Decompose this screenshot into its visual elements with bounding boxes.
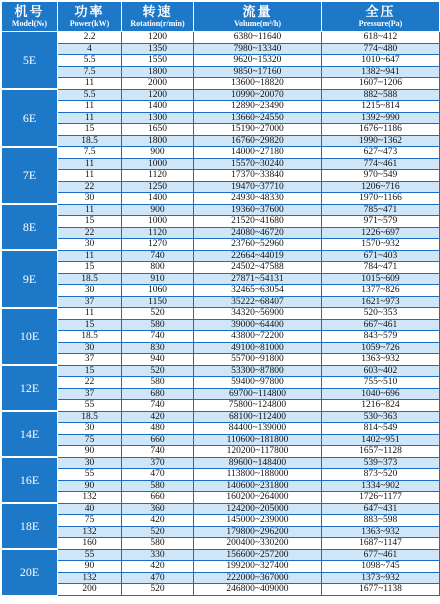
rotation-cell: 580	[122, 480, 194, 492]
rotation-cell: 740	[122, 446, 194, 458]
pressure-cell: 1363~932	[322, 354, 440, 366]
power-cell: 11	[58, 158, 122, 170]
power-cell: 160	[58, 538, 122, 550]
power-cell: 5.5	[58, 89, 122, 101]
power-cell: 37	[58, 296, 122, 308]
rotation-cell: 1400	[122, 193, 194, 205]
rotation-cell: 360	[122, 503, 194, 515]
volume-cell: 200400~330200	[194, 538, 322, 550]
volume-cell: 7980~13340	[194, 43, 322, 55]
power-cell: 11	[58, 78, 122, 90]
table-row	[2, 503, 440, 515]
power-cell: 18.5	[58, 411, 122, 423]
model-cell: 14E	[2, 411, 58, 457]
power-cell: 55	[58, 549, 122, 561]
volume-cell: 84400~139000	[194, 423, 322, 435]
rotation-cell: 1060	[122, 285, 194, 297]
volume-cell: 35222~68407	[194, 296, 322, 308]
table-row	[2, 124, 440, 136]
power-cell: 22	[58, 377, 122, 389]
pressure-cell: 1059~726	[322, 342, 440, 354]
pressure-cell: 1363~932	[322, 526, 440, 538]
volume-cell: 19470~37710	[194, 181, 322, 193]
table-row	[2, 285, 440, 297]
volume-cell: 110600~181800	[194, 434, 322, 446]
power-cell: 90	[58, 480, 122, 492]
table-row	[2, 469, 440, 481]
header-power: 功率 Power(kW)	[58, 2, 122, 32]
rotation-cell: 420	[122, 561, 194, 573]
rotation-cell: 520	[122, 526, 194, 538]
pressure-cell: 1990~1362	[322, 135, 440, 147]
pressure-cell: 873~520	[322, 469, 440, 481]
table-row	[2, 147, 440, 159]
table-row	[2, 262, 440, 274]
pressure-cell: 1040~696	[322, 388, 440, 400]
table-row	[2, 411, 440, 423]
rotation-cell: 370	[122, 457, 194, 469]
rotation-cell: 740	[122, 250, 194, 262]
pressure-cell: 843~579	[322, 331, 440, 343]
table-row	[2, 549, 440, 561]
power-cell: 55	[58, 400, 122, 412]
power-cell: 90	[58, 561, 122, 573]
rotation-cell: 830	[122, 342, 194, 354]
rotation-cell: 470	[122, 572, 194, 584]
rotation-cell: 470	[122, 469, 194, 481]
pressure-cell: 1377~826	[322, 285, 440, 297]
rotation-cell: 1350	[122, 43, 194, 55]
pressure-cell: 774~480	[322, 43, 440, 55]
table-row	[2, 112, 440, 124]
rotation-cell: 660	[122, 434, 194, 446]
power-cell: 7.5	[58, 66, 122, 78]
header-model: 机号 Model(№)	[2, 2, 58, 32]
power-cell: 7.5	[58, 147, 122, 159]
power-cell: 5.5	[58, 55, 122, 67]
rotation-cell: 900	[122, 204, 194, 216]
power-cell: 200	[58, 584, 122, 596]
table-row	[2, 572, 440, 584]
table-row	[2, 101, 440, 113]
rotation-cell: 910	[122, 273, 194, 285]
model-cell: 12E	[2, 365, 58, 411]
volume-cell: 21520~41680	[194, 216, 322, 228]
header-volume: 流量 Volume(m³/h)	[194, 2, 322, 32]
table-row	[2, 492, 440, 504]
rotation-cell: 740	[122, 400, 194, 412]
rotation-cell: 1200	[122, 32, 194, 44]
rotation-cell: 520	[122, 308, 194, 320]
volume-cell: 17370~33840	[194, 170, 322, 182]
table-row	[2, 170, 440, 182]
pressure-cell: 1216~824	[322, 400, 440, 412]
table-row	[2, 584, 440, 596]
volume-cell: 12890~23490	[194, 101, 322, 113]
rotation-cell: 1800	[122, 66, 194, 78]
table-row	[2, 250, 440, 262]
pressure-cell: 1373~932	[322, 572, 440, 584]
table-row	[2, 227, 440, 239]
table-row	[2, 319, 440, 331]
rotation-cell: 1550	[122, 55, 194, 67]
power-cell: 11	[58, 204, 122, 216]
header-pressure: 全压 Pressure(Pa)	[322, 2, 440, 32]
pressure-cell: 1015~609	[322, 273, 440, 285]
pressure-cell: 1098~745	[322, 561, 440, 573]
pressure-cell: 1206~716	[322, 181, 440, 193]
rotation-cell: 2000	[122, 78, 194, 90]
pressure-cell: 1334~902	[322, 480, 440, 492]
volume-cell: 199200~327400	[194, 561, 322, 573]
pressure-cell: 785~471	[322, 204, 440, 216]
power-cell: 37	[58, 388, 122, 400]
pressure-cell: 814~549	[322, 423, 440, 435]
header-row	[2, 2, 440, 32]
volume-cell: 89600~148400	[194, 457, 322, 469]
model-cell: 20E	[2, 549, 58, 595]
fan-spec-table	[1, 1, 440, 596]
power-cell: 11	[58, 170, 122, 182]
rotation-cell: 580	[122, 377, 194, 389]
volume-cell: 113800~188000	[194, 469, 322, 481]
pressure-cell: 1010~647	[322, 55, 440, 67]
power-cell: 15	[58, 216, 122, 228]
pressure-cell: 774~461	[322, 158, 440, 170]
volume-cell: 6380~11640	[194, 32, 322, 44]
rotation-cell: 330	[122, 549, 194, 561]
pressure-cell: 667~461	[322, 319, 440, 331]
table-row	[2, 526, 440, 538]
volume-cell: 23760~52960	[194, 239, 322, 251]
volume-cell: 179800~296200	[194, 526, 322, 538]
power-cell: 40	[58, 503, 122, 515]
table-row	[2, 158, 440, 170]
table-row	[2, 43, 440, 55]
pressure-cell: 1570~932	[322, 239, 440, 251]
volume-cell: 59400~97800	[194, 377, 322, 389]
power-cell: 30	[58, 193, 122, 205]
table-row	[2, 239, 440, 251]
table-row	[2, 66, 440, 78]
pressure-cell: 970~549	[322, 170, 440, 182]
pressure-cell: 1657~1128	[322, 446, 440, 458]
rotation-cell: 800	[122, 262, 194, 274]
volume-cell: 53300~87800	[194, 365, 322, 377]
table-body	[2, 32, 440, 596]
table-row	[2, 388, 440, 400]
rotation-cell: 660	[122, 492, 194, 504]
table-row	[2, 308, 440, 320]
power-cell: 75	[58, 434, 122, 446]
power-cell: 132	[58, 492, 122, 504]
pressure-cell: 1226~697	[322, 227, 440, 239]
rotation-cell: 1000	[122, 158, 194, 170]
table-header	[2, 2, 440, 32]
power-cell: 132	[58, 526, 122, 538]
rotation-cell: 420	[122, 411, 194, 423]
pressure-cell: 627~473	[322, 147, 440, 159]
volume-cell: 15190~27000	[194, 124, 322, 136]
table-row	[2, 457, 440, 469]
volume-cell: 75800~124800	[194, 400, 322, 412]
volume-cell: 13660~24550	[194, 112, 322, 124]
table-row	[2, 296, 440, 308]
volume-cell: 160200~264000	[194, 492, 322, 504]
volume-cell: 156600~257200	[194, 549, 322, 561]
power-cell: 11	[58, 101, 122, 113]
volume-cell: 24502~47588	[194, 262, 322, 274]
power-cell: 15	[58, 319, 122, 331]
volume-cell: 24080~46720	[194, 227, 322, 239]
volume-cell: 13600~18820	[194, 78, 322, 90]
volume-cell: 9850~17160	[194, 66, 322, 78]
pressure-cell: 883~598	[322, 515, 440, 527]
rotation-cell: 580	[122, 538, 194, 550]
pressure-cell: 1676~1186	[322, 124, 440, 136]
power-cell: 2.2	[58, 32, 122, 44]
volume-cell: 55700~91800	[194, 354, 322, 366]
rotation-cell: 1120	[122, 170, 194, 182]
pressure-cell: 784~471	[322, 262, 440, 274]
pressure-cell: 1607~1206	[322, 78, 440, 90]
power-cell: 22	[58, 181, 122, 193]
rotation-cell: 1650	[122, 124, 194, 136]
volume-cell: 124200~205000	[194, 503, 322, 515]
volume-cell: 43800~72200	[194, 331, 322, 343]
pressure-cell: 1726~1177	[322, 492, 440, 504]
power-cell: 11	[58, 308, 122, 320]
table-row	[2, 55, 440, 67]
volume-cell: 140600~231800	[194, 480, 322, 492]
pressure-cell: 1215~814	[322, 101, 440, 113]
power-cell: 90	[58, 446, 122, 458]
power-cell: 30	[58, 342, 122, 354]
rotation-cell: 1270	[122, 239, 194, 251]
table-row	[2, 204, 440, 216]
power-cell: 18.5	[58, 135, 122, 147]
table-row	[2, 446, 440, 458]
volume-cell: 14000~27180	[194, 147, 322, 159]
rotation-cell: 1800	[122, 135, 194, 147]
table-row	[2, 365, 440, 377]
table-row	[2, 181, 440, 193]
model-cell: 16E	[2, 457, 58, 503]
volume-cell: 39000~64400	[194, 319, 322, 331]
table-row	[2, 193, 440, 205]
model-cell: 6E	[2, 89, 58, 147]
model-cell: 10E	[2, 308, 58, 366]
power-cell: 30	[58, 285, 122, 297]
table-row	[2, 78, 440, 90]
power-cell: 15	[58, 124, 122, 136]
pressure-cell: 1677~1138	[322, 584, 440, 596]
pressure-cell: 755~510	[322, 377, 440, 389]
table-row	[2, 423, 440, 435]
power-cell: 22	[58, 227, 122, 239]
pressure-cell: 520~353	[322, 308, 440, 320]
table-row	[2, 434, 440, 446]
rotation-cell: 740	[122, 331, 194, 343]
table-row	[2, 89, 440, 101]
power-cell: 75	[58, 515, 122, 527]
table-row	[2, 354, 440, 366]
pressure-cell: 677~461	[322, 549, 440, 561]
rotation-cell: 480	[122, 423, 194, 435]
rotation-cell: 940	[122, 354, 194, 366]
model-cell: 9E	[2, 250, 58, 308]
rotation-cell: 1250	[122, 181, 194, 193]
rotation-cell: 900	[122, 147, 194, 159]
rotation-cell: 680	[122, 388, 194, 400]
table-row	[2, 538, 440, 550]
power-cell: 30	[58, 423, 122, 435]
power-cell: 18.5	[58, 273, 122, 285]
power-cell: 132	[58, 572, 122, 584]
volume-cell: 24930~48330	[194, 193, 322, 205]
power-cell: 11	[58, 250, 122, 262]
volume-cell: 69700~114800	[194, 388, 322, 400]
power-cell: 55	[58, 469, 122, 481]
pressure-cell: 1687~1147	[322, 538, 440, 550]
volume-cell: 49100~81000	[194, 342, 322, 354]
pressure-cell: 539~373	[322, 457, 440, 469]
table-row	[2, 273, 440, 285]
volume-cell: 32465~63054	[194, 285, 322, 297]
model-cell: 18E	[2, 503, 58, 549]
table-row	[2, 135, 440, 147]
power-cell: 15	[58, 262, 122, 274]
power-cell: 15	[58, 365, 122, 377]
rotation-cell: 1300	[122, 112, 194, 124]
table-row	[2, 400, 440, 412]
power-cell: 30	[58, 239, 122, 251]
power-cell: 37	[58, 354, 122, 366]
pressure-cell: 1621~973	[322, 296, 440, 308]
volume-cell: 10990~20070	[194, 89, 322, 101]
volume-cell: 22664~44019	[194, 250, 322, 262]
table-row	[2, 331, 440, 343]
volume-cell: 15570~30240	[194, 158, 322, 170]
table-row	[2, 515, 440, 527]
pressure-cell: 1970~1166	[322, 193, 440, 205]
volume-cell: 16760~29820	[194, 135, 322, 147]
rotation-cell: 520	[122, 365, 194, 377]
volume-cell: 68100~112400	[194, 411, 322, 423]
power-cell: 18.5	[58, 331, 122, 343]
volume-cell: 27871~54131	[194, 273, 322, 285]
pressure-cell: 530~363	[322, 411, 440, 423]
power-cell: 4	[58, 43, 122, 55]
rotation-cell: 1000	[122, 216, 194, 228]
table-row	[2, 561, 440, 573]
volume-cell: 19360~37600	[194, 204, 322, 216]
volume-cell: 145000~239000	[194, 515, 322, 527]
model-cell: 8E	[2, 204, 58, 250]
power-cell: 30	[58, 457, 122, 469]
rotation-cell: 420	[122, 515, 194, 527]
volume-cell: 222000~367000	[194, 572, 322, 584]
pressure-cell: 647~431	[322, 503, 440, 515]
rotation-cell: 1120	[122, 227, 194, 239]
pressure-cell: 603~402	[322, 365, 440, 377]
table-row	[2, 32, 440, 44]
volume-cell: 246800~409000	[194, 584, 322, 596]
volume-cell: 9620~15320	[194, 55, 322, 67]
pressure-cell: 971~579	[322, 216, 440, 228]
header-rotation: 转速 Rotation(r/min)	[122, 2, 194, 32]
fan-spec-table-container	[1, 1, 439, 603]
pressure-cell: 1382~941	[322, 66, 440, 78]
rotation-cell: 1200	[122, 89, 194, 101]
pressure-cell: 1402~951	[322, 434, 440, 446]
table-row	[2, 342, 440, 354]
pressure-cell: 671~403	[322, 250, 440, 262]
volume-cell: 120200~117800	[194, 446, 322, 458]
model-cell: 5E	[2, 32, 58, 90]
pressure-cell: 1392~990	[322, 112, 440, 124]
model-cell: 7E	[2, 147, 58, 205]
rotation-cell: 1150	[122, 296, 194, 308]
power-cell: 11	[58, 112, 122, 124]
rotation-cell: 520	[122, 584, 194, 596]
table-row	[2, 216, 440, 228]
table-row	[2, 377, 440, 389]
pressure-cell: 882~588	[322, 89, 440, 101]
pressure-cell: 618~412	[322, 32, 440, 44]
table-row	[2, 480, 440, 492]
rotation-cell: 580	[122, 319, 194, 331]
rotation-cell: 1400	[122, 101, 194, 113]
volume-cell: 34320~56900	[194, 308, 322, 320]
